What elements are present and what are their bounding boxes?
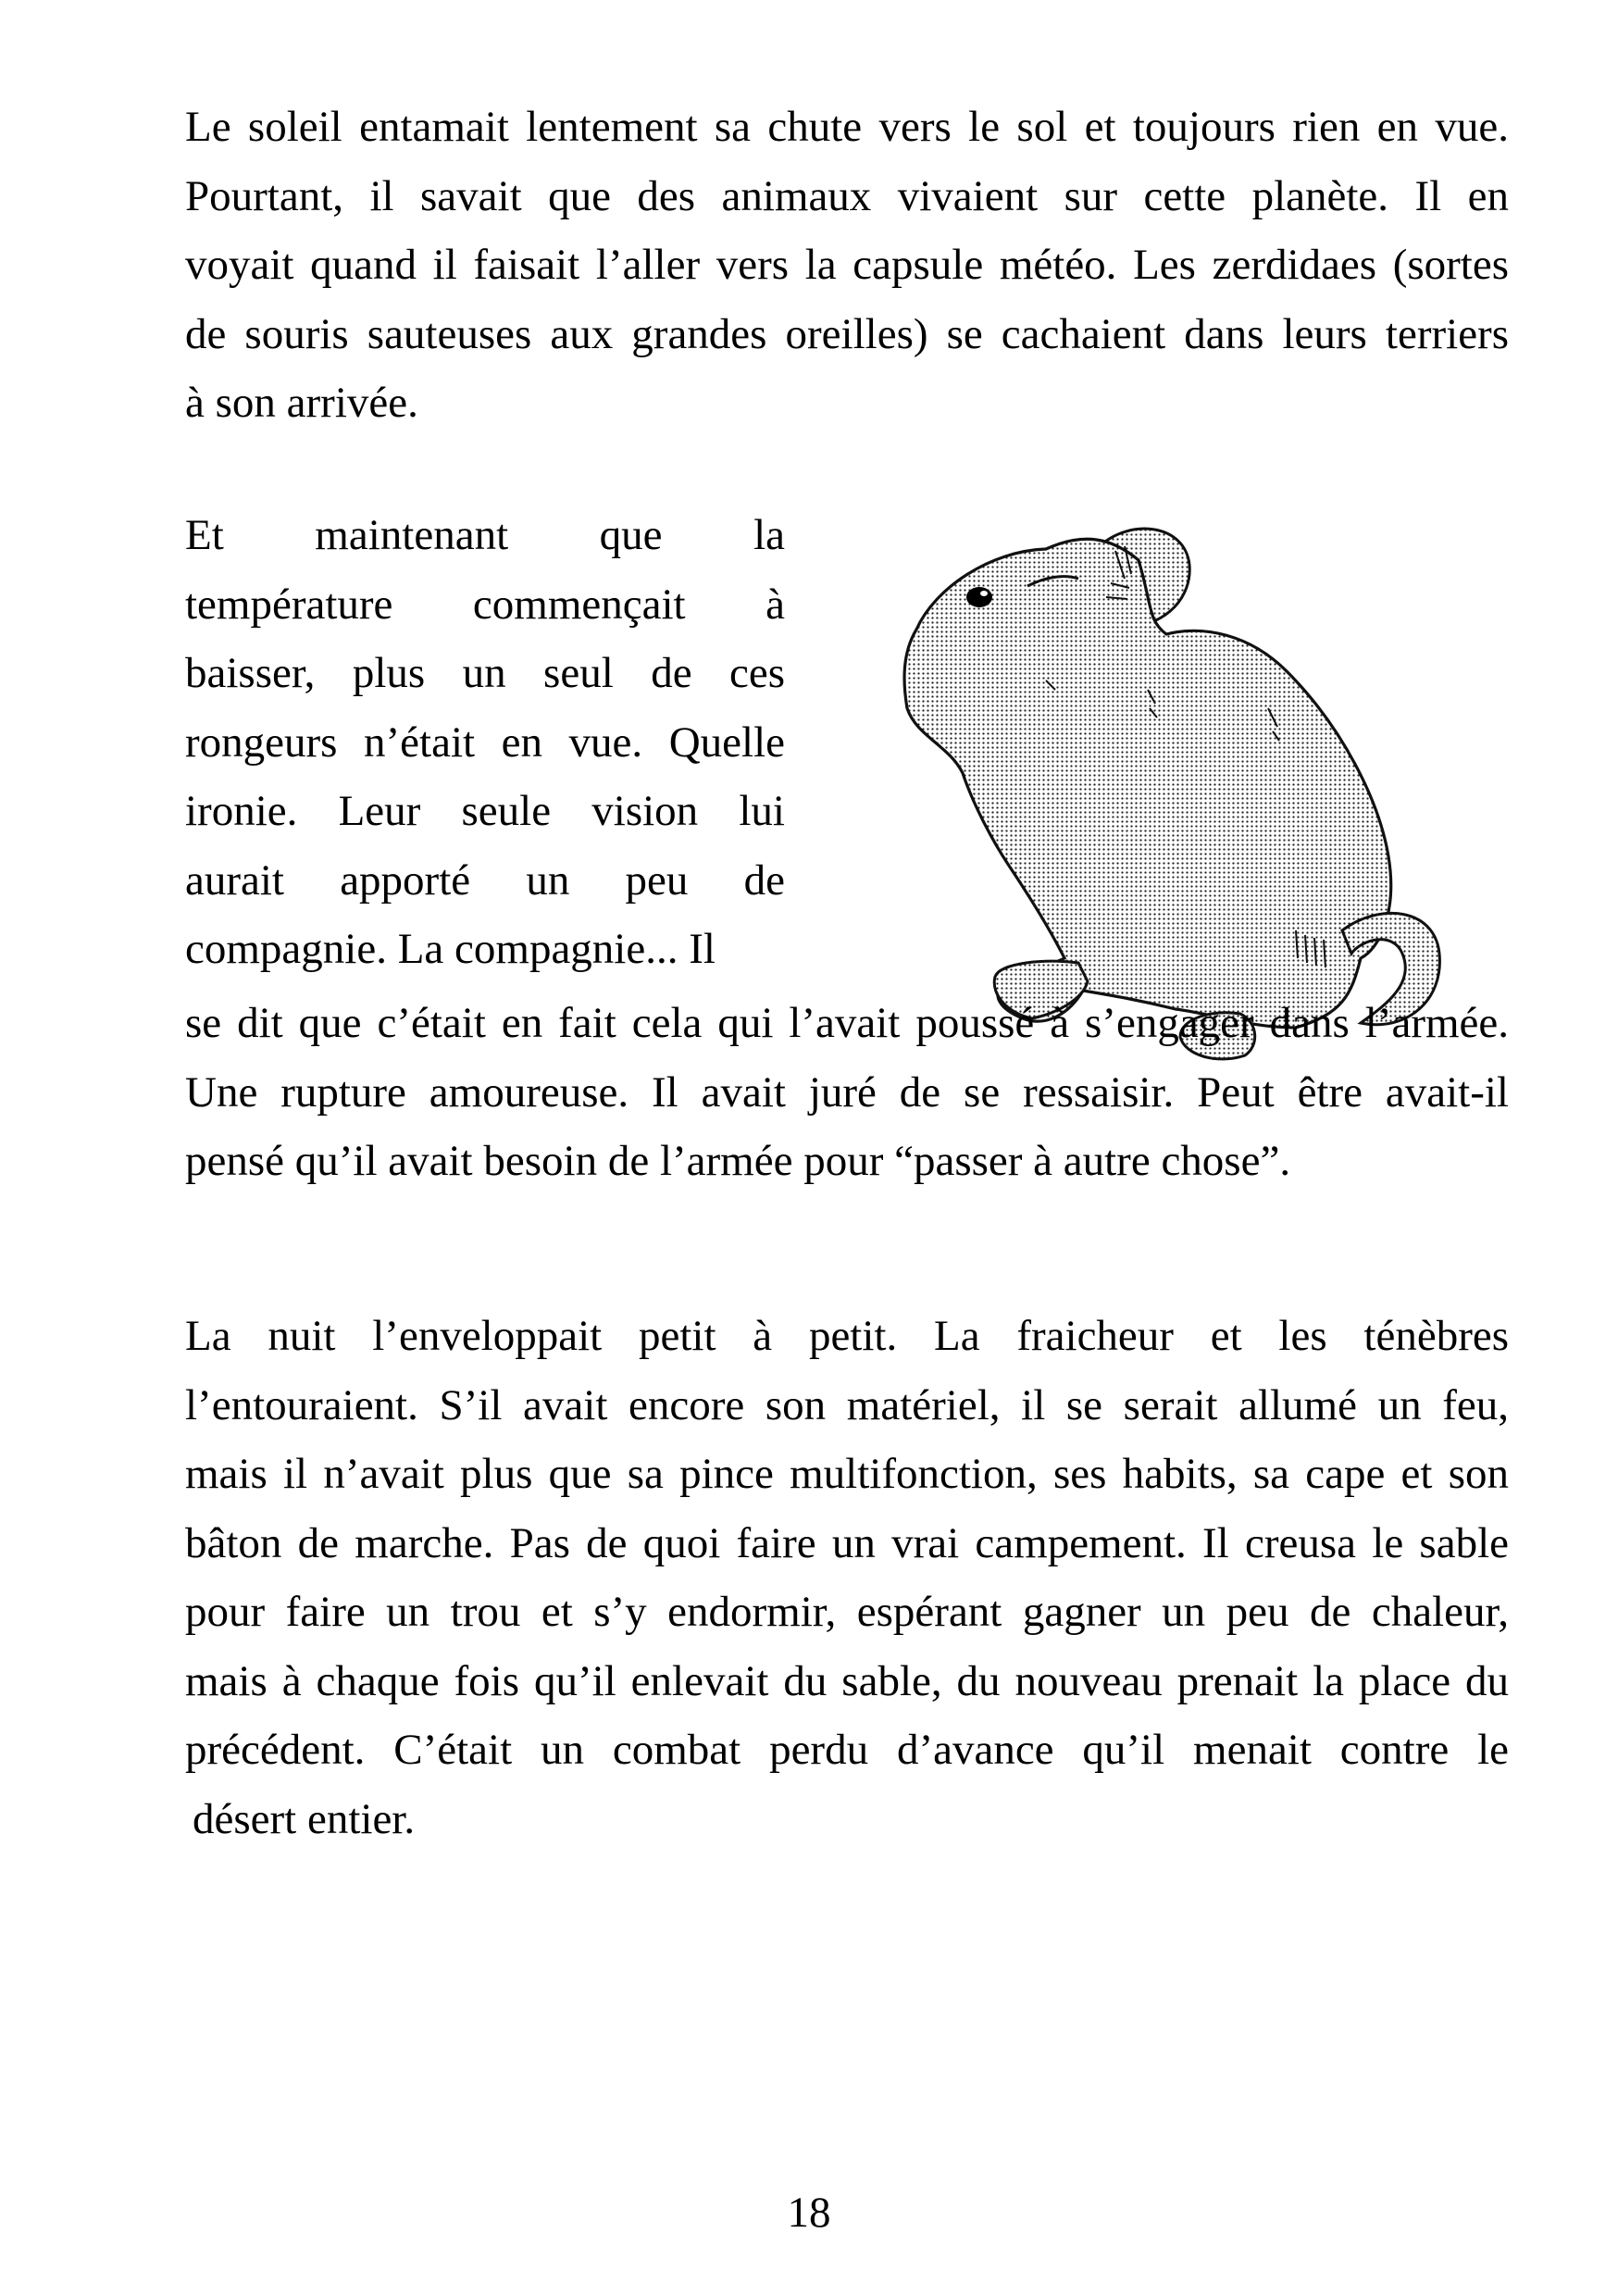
text-line: bâton de marche. Pas de quoi faire un vrai campement. Il creusa le sable <box>185 1518 1509 1567</box>
text-line: l’entouraient. S’il avait encore son matériel, il se serait allumé un feu, <box>185 1380 1509 1429</box>
text-line: mais à chaque fois qu’il enlevait du sable, du nouveau prenait la place du <box>185 1656 1509 1705</box>
text-line: ironie. Leur seule vision lui <box>185 787 785 835</box>
text-line: désert entier. <box>193 1794 416 1843</box>
rodent-icon <box>861 495 1453 1065</box>
text-line: Pourtant, il savait que des animaux vivaient sur cette planète. Il en <box>185 171 1509 220</box>
text-line: mais il n’avait plus que sa pince multifonction, ses habits, sa cape et son <box>185 1450 1509 1498</box>
text-line: Et maintenant que la <box>185 511 785 559</box>
text-line: compagnie. La compagnie... Il <box>185 925 716 973</box>
text-line: pour faire un trou et s’y endormir, espérant gagner un peu de chaleur, <box>185 1588 1509 1636</box>
paragraph-3 <box>185 1302 1509 1853</box>
paragraph-2-wrapped-column <box>185 501 785 984</box>
paragraph-2-continuation <box>185 989 1509 1196</box>
text-line: se dit que c’était en fait cela qui l’avait poussé à s’engager dans l’armée. <box>185 999 1509 1047</box>
text-line: baisser, plus un seul de ces <box>185 649 785 697</box>
text-line: pensé qu’il avait besoin de l’armée pour “passer à autre chose”. <box>185 1137 1291 1185</box>
paragraph-1 <box>185 93 1509 438</box>
rodent-eye <box>966 587 992 607</box>
text-line: à son arrivée. <box>185 379 418 427</box>
text-line: Le soleil entamait lentement sa chute vers le sol et toujours rien en vue. <box>185 103 1509 151</box>
text-line: aurait apporté un peu de <box>185 855 785 905</box>
text-line: Une rupture amoureuse. Il avait juré de se ressaisir. Peut être avait-il <box>185 1067 1509 1117</box>
text-line: précédent. C’était un combat perdu d’avance qu’il menait contre le <box>185 1726 1509 1774</box>
text-line: voyait quand il faisait l’aller vers la capsule météo. Les zerdidaes (sortes <box>185 241 1509 289</box>
page-number: 18 <box>787 2189 831 2237</box>
rodent-illustration <box>861 495 1453 1065</box>
text-line: rongeurs n’était en vue. Quelle <box>185 718 785 767</box>
text-line: La nuit l’enveloppait petit à petit. La fraicheur et les ténèbres <box>185 1312 1509 1360</box>
text-line: température commençait à <box>185 580 785 629</box>
text-line: de souris sauteuses aux grandes oreilles) se cachaient dans leurs terriers <box>185 309 1509 358</box>
